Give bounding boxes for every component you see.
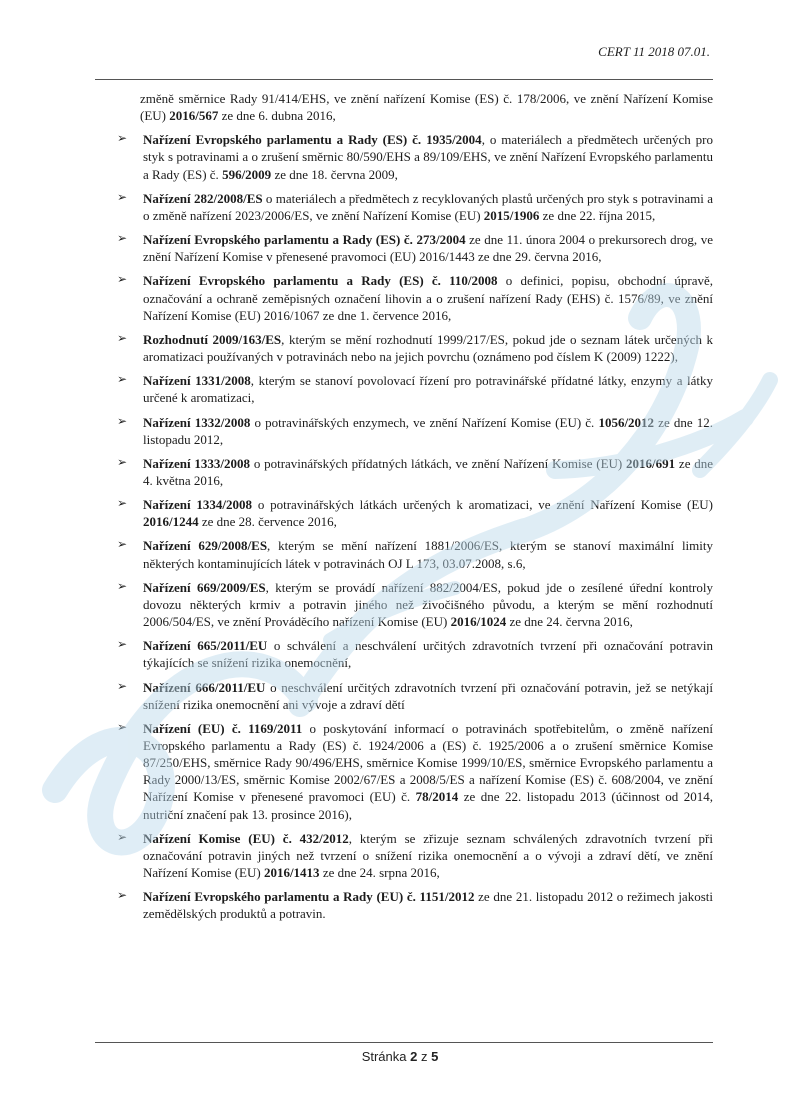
arrow-bullet-icon: ➢	[117, 496, 128, 511]
regulation-text-segment: o potravinářských přídatných látkách, ve znění Nařízení Komise (EU)	[250, 455, 627, 471]
regulation-text	[143, 132, 713, 181]
regulation-text-segment: Nařízení 1334/2008	[143, 497, 253, 513]
regulation-text	[143, 273, 713, 322]
regulation-text-segment: ze dne 21. listopadu 2012 o režimech jakosti zemědělských produktů a potravin.	[143, 889, 713, 922]
regulation-item	[95, 231, 713, 265]
regulation-text-segment: Nařízení 666/2011/EU	[143, 679, 266, 695]
footer-rule	[95, 1042, 713, 1043]
regulation-text	[143, 721, 713, 822]
header-rule	[95, 79, 713, 80]
arrow-bullet-icon: ➢	[117, 719, 128, 734]
footer-text-segment: 2	[410, 1049, 418, 1064]
regulation-item	[95, 331, 713, 365]
regulation-text	[143, 831, 713, 880]
regulation-text-segment: , kterým se mění nařízení 1881/2006/ES, kterým se stanoví maximální limity některých kontaminujících látek v potravinách OJ L 173, 03.07.2008, s.6,	[143, 538, 713, 571]
page-number	[362, 1049, 439, 1064]
regulation-text-segment: 2016/691	[626, 455, 676, 471]
regulation-text-segment: ze dne 22. října 2015,	[539, 207, 656, 223]
regulation-item	[95, 272, 713, 323]
regulation-item	[95, 888, 713, 922]
intro-text-segment: 2016/567	[169, 108, 219, 124]
intro-text-segment: ze dne 6. dubna 2016,	[218, 108, 336, 124]
regulation-text-segment: 1056/2012	[598, 414, 655, 430]
regulation-text	[143, 889, 713, 921]
arrow-bullet-icon: ➢	[117, 413, 128, 428]
regulation-text	[143, 497, 713, 529]
regulation-text-segment: o materiálech a předmětech z recyklovaných plastů určených pro styk s potravinami a o změně nařízení 2023/2006/ES, ve znění Nařízení Komise (EU)	[143, 190, 713, 223]
regulation-text-segment: , kterým se zřizuje seznam schválených zdravotních tvrzení při označování potravin jiných než tvrzení o snížení rizika onemocnění a o vývoji a zdraví dětí, ve znění Nařízení Komise (EU)	[143, 830, 713, 881]
regulation-text-segment: Nařízení Evropského parlamentu a Rady (EU) č. 1151/2012	[143, 889, 475, 905]
arrow-bullet-icon: ➢	[117, 189, 128, 204]
page-footer	[0, 1049, 800, 1064]
regulation-text	[143, 232, 713, 264]
regulation-text-segment: o potravinářských látkách určených k aromatizaci, ve znění Nařízení Komise (EU)	[252, 497, 713, 513]
regulation-item	[95, 414, 713, 448]
regulation-text-segment: , kterým se provádí nařízení 882/2004/ES, pokud jde o zesílené úřední kontroly dovozu některých krmiv a potravin jiného než živočišného původu, a kterým se mění rozhodnutí 2006/504/ES, ve znění Prováděcího nařízení Komise (EU)	[143, 579, 713, 630]
doc-code: CERT 11 2018 07.01.	[598, 44, 710, 59]
regulation-text-segment: Nařízení Komise (EU) č. 432/2012	[143, 830, 349, 846]
regulation-text-segment: Nařízení Evropského parlamentu a Rady (ES) č. 1935/2004	[143, 132, 482, 148]
regulation-text-segment: ze dne 11. února 2004 o prekursorech drog, ve znění Nařízení Komise v přenesené pravomoci (EU) 2016/1443 ze dne 29. června 2016,	[143, 232, 713, 265]
arrow-bullet-icon: ➢	[117, 578, 128, 593]
regulation-item	[95, 637, 713, 671]
regulation-text	[143, 580, 713, 629]
arrow-bullet-icon: ➢	[117, 131, 128, 146]
regulation-item	[95, 537, 713, 571]
regulation-text-segment: ze dne 4. května 2016,	[143, 455, 714, 488]
regulation-text	[143, 415, 713, 447]
arrow-bullet-icon: ➢	[117, 888, 128, 903]
arrow-bullet-icon: ➢	[117, 372, 128, 387]
footer-text-segment: Stránka	[361, 1049, 411, 1064]
regulation-text-segment: 78/2014	[415, 789, 459, 805]
regulation-text-segment: 596/2009	[222, 166, 272, 182]
regulation-text-segment: , kterým se stanoví povolovací řízení pro potravinářské přídatné látky, enzymy a látky určené k aromatizaci,	[143, 373, 713, 406]
regulation-item	[95, 131, 713, 182]
regulation-text-segment: o poskytování informací o potravinách spotřebitelům, o změně nařízení Evropského parlamentu a Rady (ES) č. 1924/2006 a (ES) č. 1925/2006 a o zrušení směrnice Komise 87/250/EHS, směrnice Rady 90/496/EHS, směrnice Komise 1999/10/ES, směrnice Evropského parlamentu a Rady 2000/13/ES, směrnic Komise 2002/67/ES a 2008/5/ES a nařízení Komise (ES) č. 608/2004, ve znění Nařízení Komise v přenesené pravomoci (EU) č.	[143, 720, 713, 805]
regulation-text-segment: Nařízení 629/2008/ES	[143, 538, 268, 554]
regulation-text-segment: Nařízení 1331/2008	[143, 373, 251, 389]
arrow-bullet-icon: ➢	[117, 454, 128, 469]
arrow-bullet-icon: ➢	[117, 537, 128, 552]
intro-text-segment: změně směrnice Rady 91/414/EHS, ve znění nařízení Komise (ES) č. 178/2006, ve znění Nařízení Komise (EU)	[140, 91, 713, 124]
regulation-text-segment: o neschválení určitých zdravotních tvrzení při označování potravin, jež se netýkají snížení rizika onemocnění ani vývoje a zdraví dětí	[143, 679, 714, 712]
regulation-text-segment: 2016/1024	[450, 614, 507, 630]
regulation-text-segment: 2016/1244	[143, 514, 199, 530]
regulation-item	[95, 830, 713, 881]
regulation-item	[95, 720, 713, 823]
regulation-text-segment: o definici, popisu, obchodní úpravě, označování a ochraně zeměpisných označení lihovin a o zrušení nařízení Rady (EHS) č. 1576/89, ve znění Nařízení Komise (EU) 2016/1067 ze dne 1. července 2016,	[143, 273, 713, 323]
regulation-text-segment: ze dne 12. listopadu 2012,	[143, 414, 713, 447]
regulation-text	[143, 373, 713, 405]
arrow-bullet-icon: ➢	[117, 829, 128, 844]
regulation-text-segment: , kterým se mění rozhodnutí 1999/217/ES, pokud jde o seznam látek určených k aromatizaci používaných v potravinách nebo na jejich povrchu (oznámeno pod číslem K (2009) 1222),	[143, 331, 713, 365]
footer-text-segment: 5	[431, 1049, 439, 1064]
regulation-text	[143, 638, 713, 670]
regulation-text-segment: o schválení a neschválení určitých zdravotních tvrzení při označování potravin týkajících se snížení rizika onemocnění,	[143, 638, 713, 671]
regulation-text-segment: o potravinářských enzymech, ve znění Nařízení Komise (EU) č.	[250, 414, 599, 430]
regulation-text	[143, 332, 713, 364]
regulation-text	[143, 538, 713, 570]
regulation-text-segment: Nařízení 1332/2008	[143, 414, 251, 430]
intro-paragraph	[140, 90, 713, 124]
arrow-bullet-icon: ➢	[117, 330, 128, 345]
regulation-text	[143, 680, 713, 712]
regulation-text-segment: Nařízení Evropského parlamentu a Rady (ES) č. 110/2008	[143, 273, 498, 289]
footer-text-segment: z	[417, 1049, 432, 1064]
content	[95, 90, 713, 930]
arrow-bullet-icon: ➢	[117, 231, 128, 246]
regulation-item	[95, 455, 713, 489]
regulation-text-segment: ze dne 24. června 2016,	[506, 614, 633, 630]
regulation-text-segment: Nařízení 282/2008/ES	[143, 190, 263, 206]
regulation-text-segment: ze dne 28. července 2016,	[198, 514, 337, 530]
regulation-text	[143, 191, 713, 223]
arrow-bullet-icon: ➢	[117, 272, 128, 287]
regulation-item	[95, 679, 713, 713]
arrow-bullet-icon: ➢	[117, 678, 128, 693]
header	[598, 44, 710, 60]
regulation-item	[95, 496, 713, 530]
regulation-text-segment: Nařízení Evropského parlamentu a Rady (ES) č. 273/2004	[143, 232, 466, 248]
regulation-text-segment: , o materiálech a předmětech určených pro styk s potravinami a o zrušení směrnic 80/590/EHS a 89/109/EHS, ve znění Nařízení Evropského parlamentu a Rady (ES) č.	[143, 132, 714, 182]
regulation-text-segment: ze dne 24. srpna 2016,	[319, 865, 440, 881]
arrow-bullet-icon: ➢	[117, 637, 128, 652]
regulation-text-segment: Nařízení (EU) č. 1169/2011	[143, 720, 303, 736]
regulation-item	[95, 190, 713, 224]
regulation-text-segment: Rozhodnutí 2009/163/ES	[143, 331, 282, 347]
regulation-text-segment: 2015/1906	[483, 207, 540, 223]
regulation-text-segment: 2016/1413	[263, 865, 320, 881]
regulation-text-segment: Nařízení 669/2009/ES	[143, 579, 266, 595]
regulation-item	[95, 372, 713, 406]
regulation-text-segment: Nařízení 665/2011/EU	[143, 638, 268, 654]
regulation-text	[143, 456, 713, 488]
regulation-text-segment: Nařízení 1333/2008	[143, 455, 251, 471]
regulation-item	[95, 579, 713, 630]
regulation-text-segment: ze dne 22. listopadu 2013 (účinnost od 2014, nutriční značení pak 13. prosince 2016),	[143, 789, 714, 822]
regulation-list	[95, 131, 713, 922]
regulation-text-segment: ze dne 18. června 2009,	[271, 166, 398, 182]
